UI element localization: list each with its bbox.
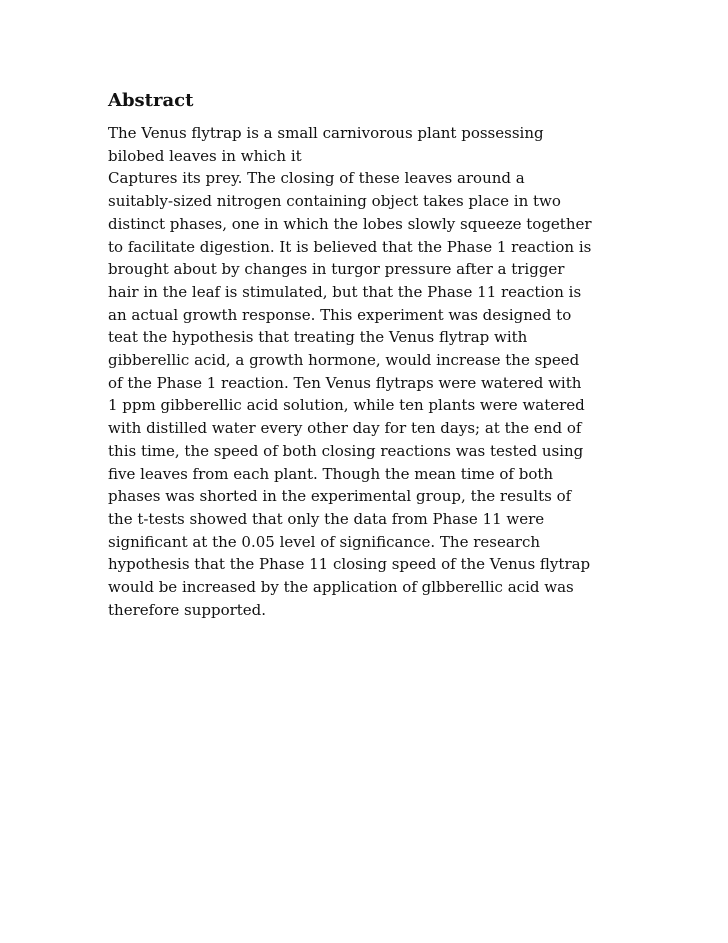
abstract-section — [108, 88, 628, 621]
text-line: 1 ppm gibberellic acid solution, while ten plants were watered — [108, 396, 585, 415]
text-line: gibberellic acid, a growth hormone, would increase the speed — [108, 351, 580, 370]
text-line: bilobed leaves in which it — [108, 146, 302, 165]
text-line: of the Phase 1 reaction. Ten Venus flytraps were watered with — [108, 373, 582, 392]
abstract-paragraph — [108, 122, 628, 621]
text-line: five leaves from each plant. Though the mean time of both — [108, 464, 554, 483]
text-line: brought about by changes in turgor pressure after a trigger — [108, 260, 565, 279]
text-line: The Venus flytrap is a small carnivorous plant possessing — [108, 124, 544, 142]
text-line: phases was shorted in the experimental group, the results of — [108, 487, 572, 506]
text-line: would be increased by the application of glbberellic acid was — [108, 578, 574, 597]
text-line: hair in the leaf is stimulated, but that the Phase 11 reaction is — [108, 282, 582, 301]
text-line: hypothesis that the Phase 11 closing speed of the Venus flytrap — [108, 555, 591, 574]
text-line: an actual growth response. This experiment was designed to — [108, 305, 572, 324]
text-line: Captures its prey. The closing of these leaves around a — [108, 169, 525, 188]
text-line: therefore supported. — [108, 600, 267, 619]
text-line: distinct phases, one in which the lobes slowly squeeze together — [108, 214, 592, 233]
text-line: suitably-sized nitrogen containing object takes place in two — [108, 192, 561, 211]
text-line: with distilled water every other day for ten days; at the end of — [108, 419, 582, 438]
text-line: to facilitate digestion. It is believed that the Phase 1 reaction is — [108, 237, 592, 256]
text-line: the t-tests showed that only the data from Phase 11 were — [108, 509, 545, 528]
abstract-heading: Abstract — [108, 90, 194, 111]
text-line: this time, the speed of both closing reactions was tested using — [108, 441, 584, 460]
text-line: significant at the 0.05 level of significance. The research — [108, 532, 541, 551]
text-line: teat the hypothesis that treating the Venus flytrap with — [108, 328, 528, 347]
